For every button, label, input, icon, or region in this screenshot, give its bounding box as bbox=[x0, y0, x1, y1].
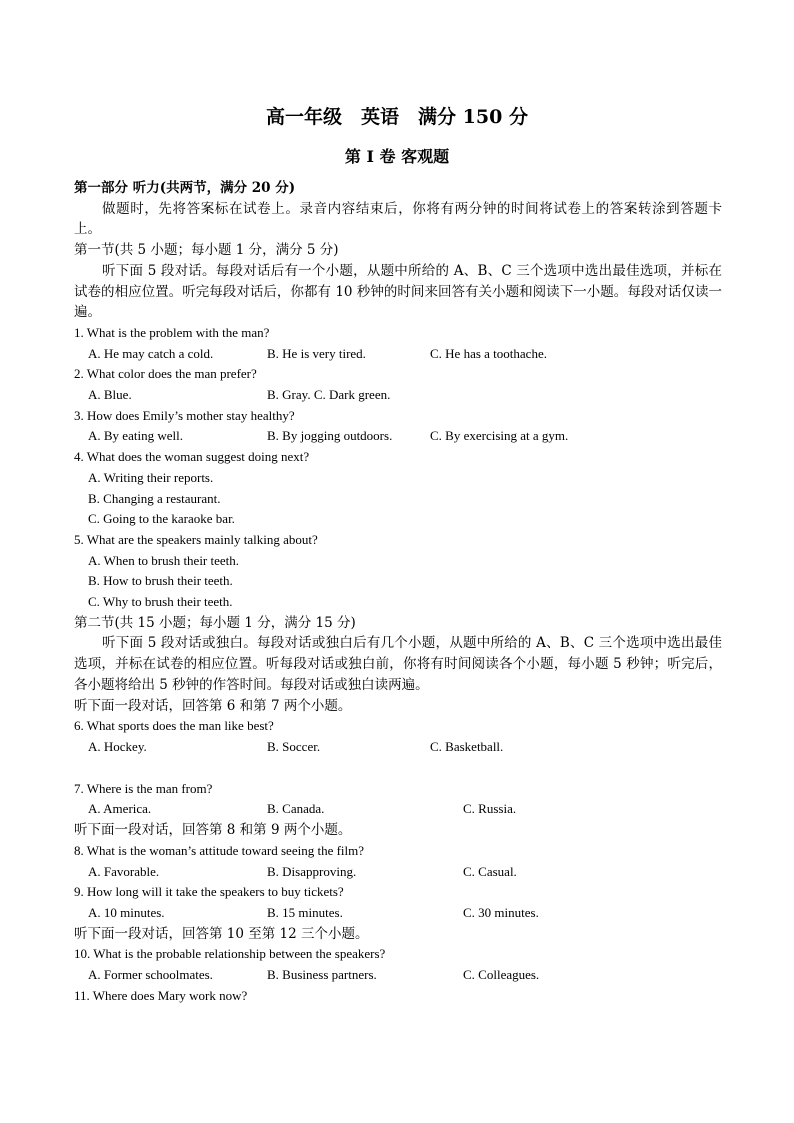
question-5: 5. What are the speakers mainly talking about? bbox=[74, 531, 318, 547]
exam-content bbox=[74, 178, 722, 1006]
question-7: 7. Where is the man from? bbox=[74, 780, 213, 796]
question-9: 9. How long will it take the speakers to buy tickets? bbox=[74, 884, 344, 900]
group-instruction: 听下面一段对话，回答第 6 和第 7 两个小题。 bbox=[74, 697, 352, 714]
question-3: 3. How does Emily’s mother stay healthy? bbox=[74, 407, 295, 423]
option-b: B. Business partners. bbox=[267, 967, 377, 983]
group-instruction: 听下面一段对话，回答第 8 和第 9 两个小题。 bbox=[74, 822, 352, 839]
option-b: B. By jogging outdoors. bbox=[267, 428, 393, 444]
question-8-options bbox=[74, 862, 722, 883]
option-c: C. He has a toothache. bbox=[430, 345, 547, 361]
option-a: A. He may catch a cold. bbox=[88, 345, 214, 361]
part1-heading: 第一部分 听力(共两节，满分 20 分) bbox=[74, 180, 296, 196]
question-8: 8. What is the woman’s attitude toward seeing the film? bbox=[74, 842, 365, 858]
section1-heading: 第一节(共 5 小题；每小题 1 分，满分 5 分) bbox=[74, 242, 339, 259]
question-1-options bbox=[74, 344, 722, 365]
question-9-options bbox=[74, 903, 722, 924]
page-title: 高一年级 英语 满分 150 分 bbox=[266, 106, 528, 128]
option-a: A. By eating well. bbox=[88, 428, 183, 444]
option-c: C. Russia. bbox=[463, 801, 517, 817]
option-a: A. Favorable. bbox=[88, 863, 160, 879]
question-11: 11. Where does Mary work now? bbox=[74, 987, 248, 1003]
group-instruction: 听下面一段对话，回答第 10 至第 12 三个小题。 bbox=[74, 925, 369, 942]
option-c: C. Going to the karaoke bar. bbox=[88, 511, 235, 527]
question-6: 6. What sports does the man like best? bbox=[74, 718, 274, 734]
option-b: B. He is very tired. bbox=[267, 345, 366, 361]
option-b: B. 15 minutes. bbox=[267, 904, 343, 920]
option-b: B. Canada. bbox=[267, 801, 325, 817]
option-a: A. When to brush their teeth. bbox=[88, 552, 240, 568]
option-c: C. By exercising at a gym. bbox=[430, 428, 569, 444]
question-2: 2. What color does the man prefer? bbox=[74, 366, 257, 382]
question-10-options bbox=[74, 965, 722, 986]
question-4: 4. What does the woman suggest doing next? bbox=[74, 449, 310, 465]
section2-heading: 第二节(共 15 小题；每小题 1 分，满分 15 分) bbox=[74, 614, 356, 631]
option-c: C. Colleagues. bbox=[463, 967, 540, 983]
question-3-options bbox=[74, 426, 722, 447]
option-c: C. Why to brush their teeth. bbox=[88, 594, 233, 610]
option-b: B. Gray. C. Dark green. bbox=[267, 387, 391, 403]
option-a: A. 10 minutes. bbox=[88, 904, 165, 920]
option-b: B. Soccer. bbox=[267, 738, 321, 754]
option-a: A. Former schoolmates. bbox=[88, 967, 213, 983]
option-b: B. Disapproving. bbox=[267, 863, 357, 879]
option-a: A. Writing their reports. bbox=[88, 469, 214, 485]
page-subtitle: 第 I 卷 客观题 bbox=[344, 147, 450, 166]
question-7-options bbox=[74, 799, 722, 820]
question-6-options bbox=[74, 737, 722, 758]
section1-instructions: 听下面 5 段对话。每段对话后有一个小题，从题中所给的 A、B、C 三个选项中选出最佳选项，并标在试卷的相应位置。听完每段对话后，你都有 10 秒钟的时间来回答有关小题和阅读下一小题。每段对话仅读一遍。 bbox=[74, 262, 722, 321]
section2-instructions: 听下面 5 段对话或独白。每段对话或独白后有几个小题，从题中所给的 A、B、C 三个选项中选出最佳选项，并标在试卷的相应位置。听每段对话或独白前，你将有时间阅读各个小题，每小题 5 秒钟；听完后，各小题将给出 5 秒钟的作答时间。每段对话或独白读两遍。 bbox=[74, 635, 722, 693]
option-b: B. How to brush their teeth. bbox=[88, 573, 233, 589]
spacer bbox=[74, 758, 722, 779]
option-c: C. Casual. bbox=[463, 863, 517, 879]
option-a: A. America. bbox=[88, 801, 152, 817]
question-2-options bbox=[74, 385, 722, 406]
option-a: A. Blue. bbox=[88, 387, 132, 403]
option-a: A. Hockey. bbox=[88, 738, 147, 754]
question-10: 10. What is the probable relationship between the speakers? bbox=[74, 946, 386, 962]
option-c: C. Basketball. bbox=[430, 738, 504, 754]
question-1: 1. What is the problem with the man? bbox=[74, 324, 270, 340]
part1-instructions: 做题时，先将答案标在试卷上。录音内容结束后，你将有两分钟的时间将试卷上的答案转涂到答题卡上。 bbox=[74, 200, 722, 238]
option-b: B. Changing a restaurant. bbox=[88, 490, 221, 506]
option-c: C. 30 minutes. bbox=[463, 904, 539, 920]
